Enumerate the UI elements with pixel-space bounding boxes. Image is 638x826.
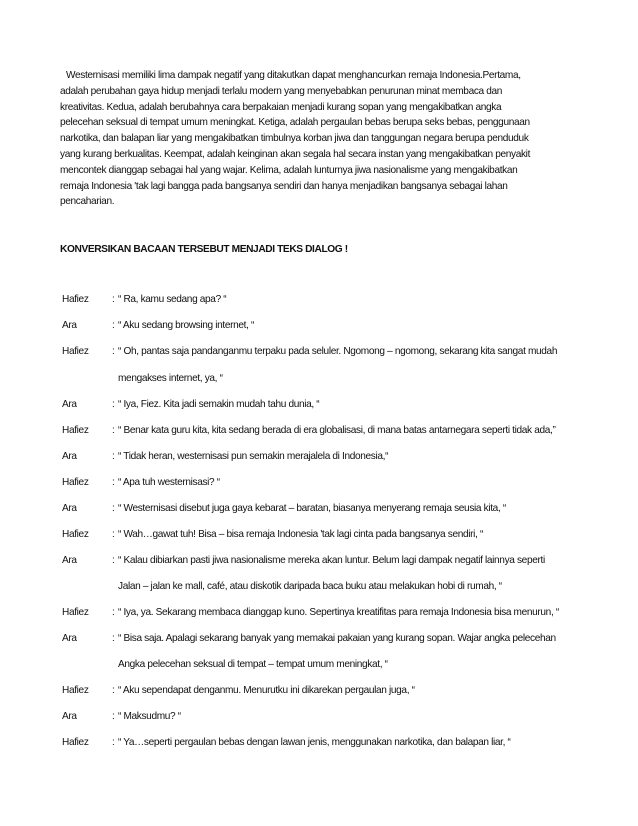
separator-colon: : (112, 711, 115, 722)
dialog-text: “ Maksudmu? “ (118, 711, 181, 722)
speaker-name: Ara (62, 399, 77, 410)
dialog-line (60, 633, 600, 648)
separator-colon: : (112, 399, 115, 410)
section-heading: KONVERSIKAN BACAAN TERSEBUT MENJADI TEKS DIALOG ! (60, 244, 348, 255)
dialog-text: “ Iya, Fiez. Kita jadi semakin mudah tahu dunia, “ (118, 399, 320, 410)
speaker-name: Ara (62, 711, 77, 722)
separator-colon: : (112, 737, 115, 748)
speaker-name: Hafiez (62, 529, 89, 540)
separator-colon: : (112, 425, 115, 436)
intro-paragraph (60, 68, 580, 210)
separator-colon: : (112, 529, 115, 540)
dialog-continuation (60, 659, 600, 674)
dialog-line (60, 425, 600, 440)
dialog-continuation (60, 581, 600, 596)
dialog-line (60, 451, 600, 466)
intro-line: kreativitas. Kedua, adalah berubahnya cara berpakaian menjadi kurang sopan yang mengakibatkan angka (60, 101, 502, 113)
speaker-name: Ara (62, 633, 77, 644)
dialog-line (60, 685, 600, 700)
dialog-text: “ Benar kata guru kita, kita sedang berada di era globalisasi, di mana batas antarnegara seperti tidak ada,” (118, 425, 556, 436)
speaker-name: Hafiez (62, 294, 89, 305)
intro-line: pencaharian. (60, 196, 115, 208)
dialog-line (60, 477, 600, 492)
dialog-text: “ Westernisasi disebut juga gaya kebarat – baratan, biasanya menyerang remaja seusia kita, “ (118, 503, 506, 514)
speaker-name: Hafiez (62, 477, 89, 488)
separator-colon: : (112, 294, 115, 305)
dialog-line (60, 607, 600, 622)
dialog-text: mengakses internet, ya, “ (118, 373, 223, 384)
intro-line: pelecehan seksual di tempat umum meningkat. Ketiga, adalah pergaulan bebas berupa seks bebas, penggunaan (60, 117, 530, 129)
separator-colon: : (112, 346, 115, 357)
dialog-text: “ Apa tuh westernisasi? “ (118, 477, 220, 488)
separator-colon: : (112, 633, 115, 644)
speaker-name: Hafiez (62, 346, 89, 357)
dialog-line (60, 399, 600, 414)
speaker-name: Hafiez (62, 685, 89, 696)
dialog-text: “ Tidak heran, westernisasi pun semakin merajalela di Indonesia,“ (118, 451, 389, 462)
separator-colon: : (112, 477, 115, 488)
intro-line: Westernisasi memiliki lima dampak negatif yang ditakutkan dapat menghancurkan remaja Indonesia.Pertama, (66, 70, 521, 81)
separator-colon: : (112, 607, 115, 618)
speaker-name: Ara (62, 555, 77, 566)
speaker-name: Hafiez (62, 737, 89, 748)
dialog-line (60, 737, 600, 752)
dialog-text: “ Aku sependapat denganmu. Menurutku ini dikarekan pergaulan juga, “ (118, 685, 415, 696)
separator-colon: : (112, 451, 115, 462)
separator-colon: : (112, 685, 115, 696)
dialog-text: Angka pelecehan seksual di tempat – tempat umum meningkat, “ (118, 659, 388, 670)
intro-line: remaja Indonesia 'tak lagi bangga pada bangsanya sendiri dan hanya menjadikan bangsanya sebagai lahan (60, 180, 508, 192)
dialog-text: “ Iya, ya. Sekarang membaca dianggap kuno. Sepertinya kreatifitas para remaja Indonesia bisa menurun, “ (118, 607, 559, 618)
dialog-text: “ Wah…gawat tuh! Bisa – bisa remaja Indonesia 'tak lagi cinta pada bangsanya sendiri, “ (118, 529, 483, 540)
speaker-name: Hafiez (62, 425, 89, 436)
dialog-line (60, 711, 600, 726)
dialog-text: “ Ya…seperti pergaulan bebas dengan lawan jenis, menggunakan narkotika, dan balapan liar, “ (118, 737, 511, 748)
dialog-text: “ Oh, pantas saja pandanganmu terpaku pada seluler. Ngomong – ngomong, sekarang kita sangat mudah (118, 346, 558, 357)
intro-line: narkotika, dan balapan liar yang mengakibatkan timbulnya korban jiwa dan tanggungan negara berupa penduduk (60, 133, 529, 145)
dialog-continuation (60, 373, 600, 388)
intro-line: yang kurang berkualitas. Keempat, adalah keinginan akan segala hal secara instan yang mengakibatkan penyakit (60, 148, 531, 160)
separator-colon: : (112, 555, 115, 566)
dialog-text: “ Ra, kamu sedang apa? “ (118, 294, 227, 305)
dialog-text: “ Bisa saja. Apalagi sekarang banyak yang memakai pakaian yang kurang sopan. Wajar angka pelecehan (118, 633, 556, 644)
intro-line: mencontek dianggap sebagai hal yang wajar. Kelima, adalah lunturnya jiwa nasionalisme yang mengakibatkan (60, 164, 518, 176)
intro-line: adalah perubahan gaya hidup menjadi terlalu modern yang menyebabkan penurunan minat membaca dan (60, 85, 503, 97)
dialog-text: “ Kalau dibiarkan pasti jiwa nasionalisme mereka akan luntur. Belum lagi dampak negatif lainnya seperti (118, 555, 545, 566)
speaker-name: Ara (62, 503, 77, 514)
dialog-line (60, 294, 600, 309)
dialog-text: “ Aku sedang browsing internet, “ (118, 320, 255, 331)
dialog-line (60, 320, 600, 335)
speaker-name: Ara (62, 320, 77, 331)
separator-colon: : (112, 503, 115, 514)
dialog-text: Jalan – jalan ke mall, café, atau diskotik daripada baca buku atau melakukan hobi di rumah, “ (118, 581, 502, 592)
separator-colon: : (112, 320, 115, 331)
speaker-name: Ara (62, 451, 77, 462)
dialog-line (60, 555, 600, 570)
dialog-line (60, 529, 600, 544)
dialog-line (60, 503, 600, 518)
speaker-name: Hafiez (62, 607, 89, 618)
dialog-line (60, 346, 600, 361)
